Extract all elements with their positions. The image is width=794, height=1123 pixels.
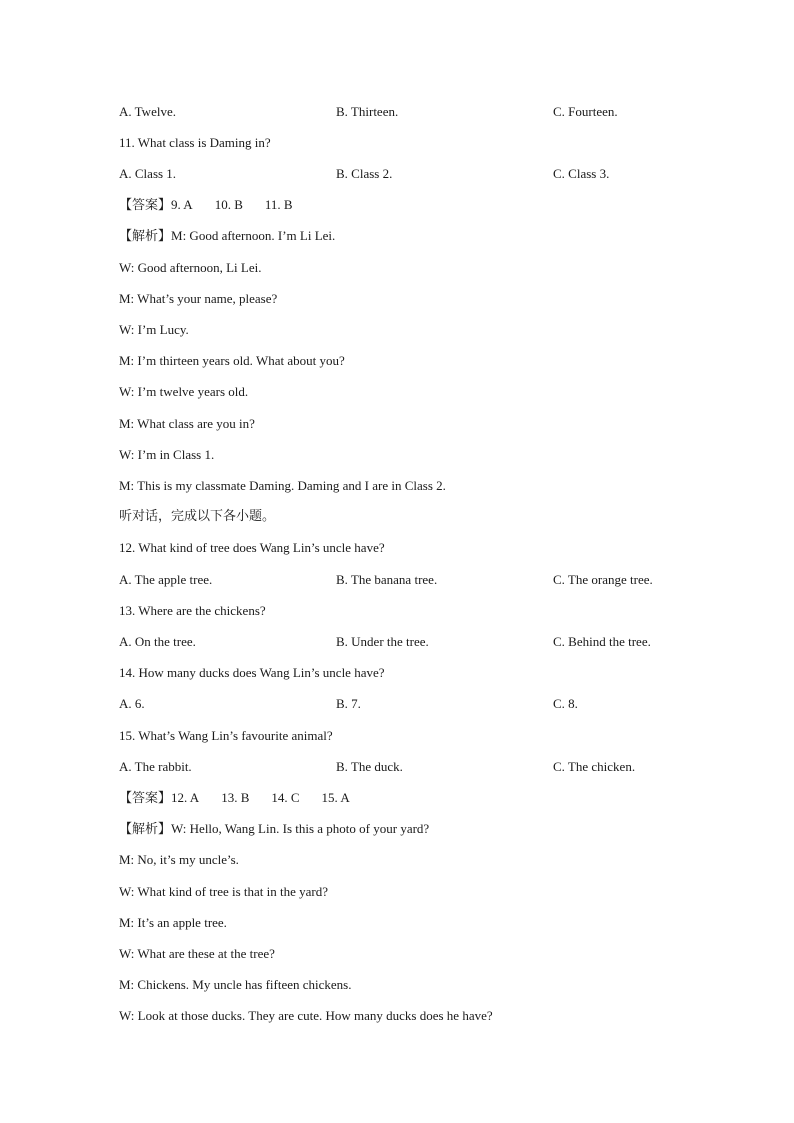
dialogue-line: M: Good afternoon. I’m Li Lei. [171, 228, 336, 243]
analysis-2-first-line [119, 821, 429, 838]
dialogue-line: W: Look at those ducks. They are cute. How many ducks does he have? [119, 1008, 493, 1023]
q14-question: 14. How many ducks does Wang Lin’s uncle have? [119, 665, 385, 680]
q11-option-a: A. Class 1. [119, 166, 177, 181]
dialogue-line: M: I’m thirteen years old. What about you? [119, 353, 345, 368]
q12-option-b: B. The banana tree. [336, 572, 438, 587]
q10-option-b: B. Thirteen. [336, 104, 399, 119]
dialogue-line: M: This is my classmate Daming. Daming and I are in Class 2. [119, 478, 446, 493]
q14-option-b: B. 7. [336, 696, 361, 711]
answer-key-2 [119, 790, 350, 807]
dialogue-line: W: I’m twelve years old. [119, 384, 249, 399]
answer-item: 9. A [171, 197, 193, 212]
answer-item: 10. B [214, 197, 243, 212]
dialogue-line: W: I’m Lucy. [119, 322, 189, 337]
q12-option-a: A. The apple tree. [119, 572, 213, 587]
answer-label: 【答案】 [119, 791, 172, 806]
q11-option-c: C. Class 3. [553, 166, 610, 181]
answer-item: 15. A [321, 790, 350, 805]
answer-key-1 [119, 197, 293, 214]
q13-option-b: B. Under the tree. [336, 634, 429, 649]
dialogue-line: M: What’s your name, please? [119, 291, 278, 306]
answer-item: 11. B [264, 197, 293, 212]
q11-question: 11. What class is Daming in? [119, 135, 271, 150]
q12-question: 12. What kind of tree does Wang Lin’s uncle have? [119, 540, 385, 555]
answer-item: 13. B [221, 790, 250, 805]
q10-option-a: A. Twelve. [119, 104, 176, 119]
analysis-label: 【解析】 [119, 822, 172, 837]
q15-question: 15. What’s Wang Lin’s favourite animal? [119, 728, 333, 743]
dialogue-line: W: Hello, Wang Lin. Is this a photo of your yard? [171, 821, 430, 836]
q13-question: 13. Where are the chickens? [119, 603, 266, 618]
q14-option-a: A. 6. [119, 696, 145, 711]
dialogue-line: W: I’m in Class 1. [119, 447, 215, 462]
dialogue-line: W: What are these at the tree? [119, 946, 275, 961]
dialogue-line: M: It’s an apple tree. [119, 915, 227, 930]
q15-option-a: A. The rabbit. [119, 759, 192, 774]
section-instruction: 听对话，完成以下各小题。 [119, 509, 276, 524]
analysis-label: 【解析】 [119, 229, 172, 244]
dialogue-line: M: No, it’s my uncle’s. [119, 852, 239, 867]
answer-label: 【答案】 [119, 198, 172, 213]
q13-option-a: A. On the tree. [119, 634, 196, 649]
analysis-1-first-line [119, 228, 335, 245]
q11-option-b: B. Class 2. [336, 166, 393, 181]
answer-item: 14. C [271, 790, 300, 805]
dialogue-line: W: What kind of tree is that in the yard? [119, 884, 329, 899]
q13-option-c: C. Behind the tree. [553, 634, 651, 649]
dialogue-line: M: Chickens. My uncle has fifteen chickens. [119, 977, 352, 992]
q12-option-c: C. The orange tree. [553, 572, 653, 587]
dialogue-line: W: Good afternoon, Li Lei. [119, 260, 262, 275]
q14-option-c: C. 8. [553, 696, 578, 711]
dialogue-line: M: What class are you in? [119, 416, 255, 431]
q15-option-c: C. The chicken. [553, 759, 636, 774]
q10-option-c: C. Fourteen. [553, 104, 618, 119]
q15-option-b: B. The duck. [336, 759, 403, 774]
answer-item: 12. A [171, 790, 200, 805]
